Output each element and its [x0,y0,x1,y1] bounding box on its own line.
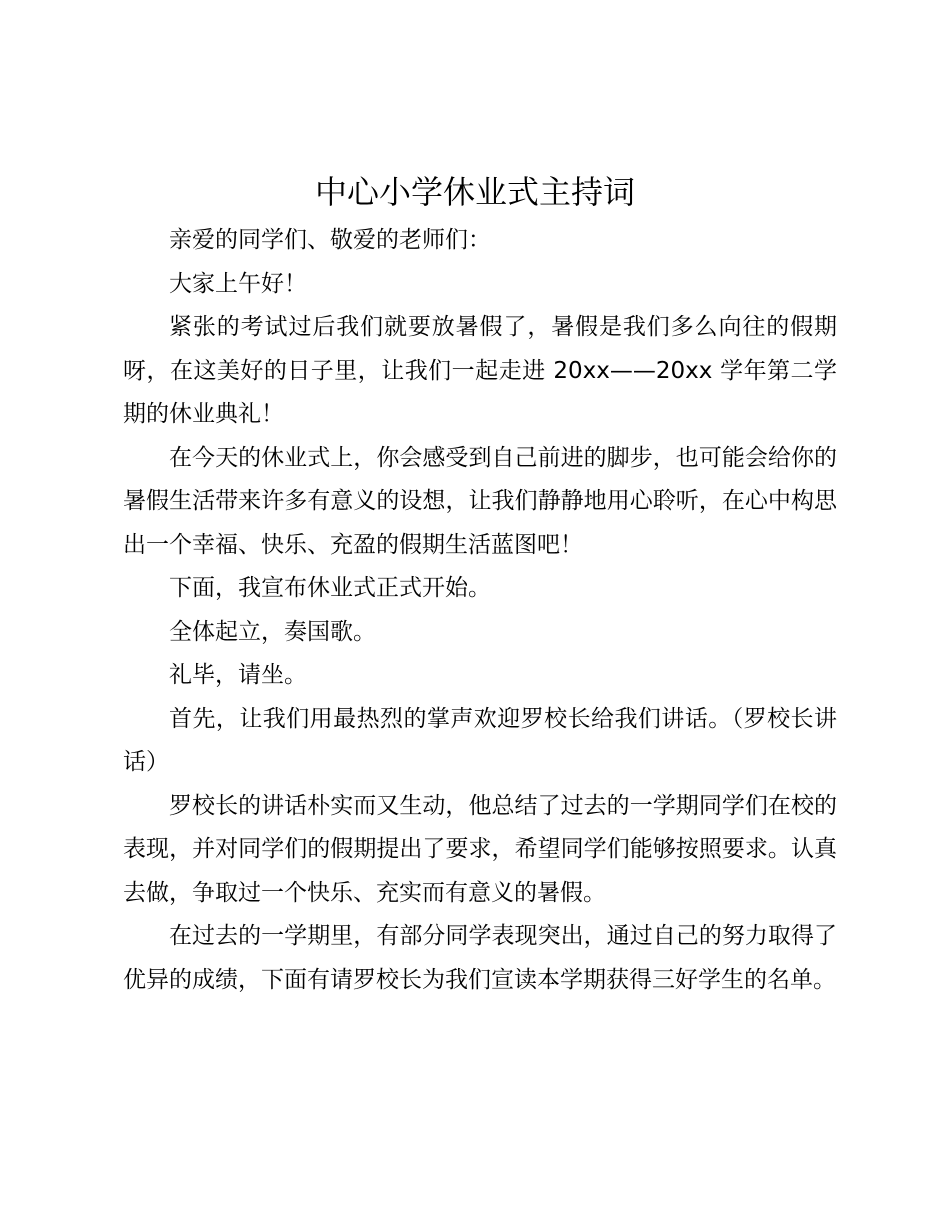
paragraph-ceremony: 在今天的休业式上，你会感受到自己前进的脚步，也可能会给你的暑假生活带来许多有意义的设想，让我们静静地用心聆听，在心中构思出一个幸福、快乐、充盈的假期生活蓝图吧！ [123,444,837,558]
paragraph-honor-list: 在过去的一学期里，有部分同学表现突出，通过自己的努力取得了优异的成绩，下面有请罗校长为我们宣读本学期获得三好学生的名单。 [123,923,837,993]
paragraph-speech-summary: 罗校长的讲话朴实而又生动，他总结了过去的一学期同学们在校的表现，并对同学们的假期提出了要求，希望同学们能够按照要求。认真去做，争取过一个快乐、充实而有意义的暑假。 [123,792,837,906]
paragraph-good-morning: 大家上午好！ [169,270,307,297]
document-title: 中心小学休业式主持词 [314,173,635,211]
paragraph-be-seated: 礼毕，请坐。 [169,662,307,688]
paragraph-anthem: 全体起立，奏国歌。 [169,618,376,645]
paragraph-principal-speech: 首先，让我们用最热烈的掌声欢迎罗校长给我们讲话。（罗校长讲话） [123,705,837,775]
paragraph-greeting: 亲爱的同学们、敬爱的老师们： [169,227,491,253]
paragraph-intro: 紧张的考试过后我们就要放暑假了，暑假是我们多么向往的假期呀，在这美好的日子里，让我们一起走进 20xx——20xx 学年第二学期的休业典礼！ [123,314,837,427]
document-body [123,219,837,1002]
paragraph-announce-start: 下面，我宣布休业式正式开始。 [169,575,491,601]
